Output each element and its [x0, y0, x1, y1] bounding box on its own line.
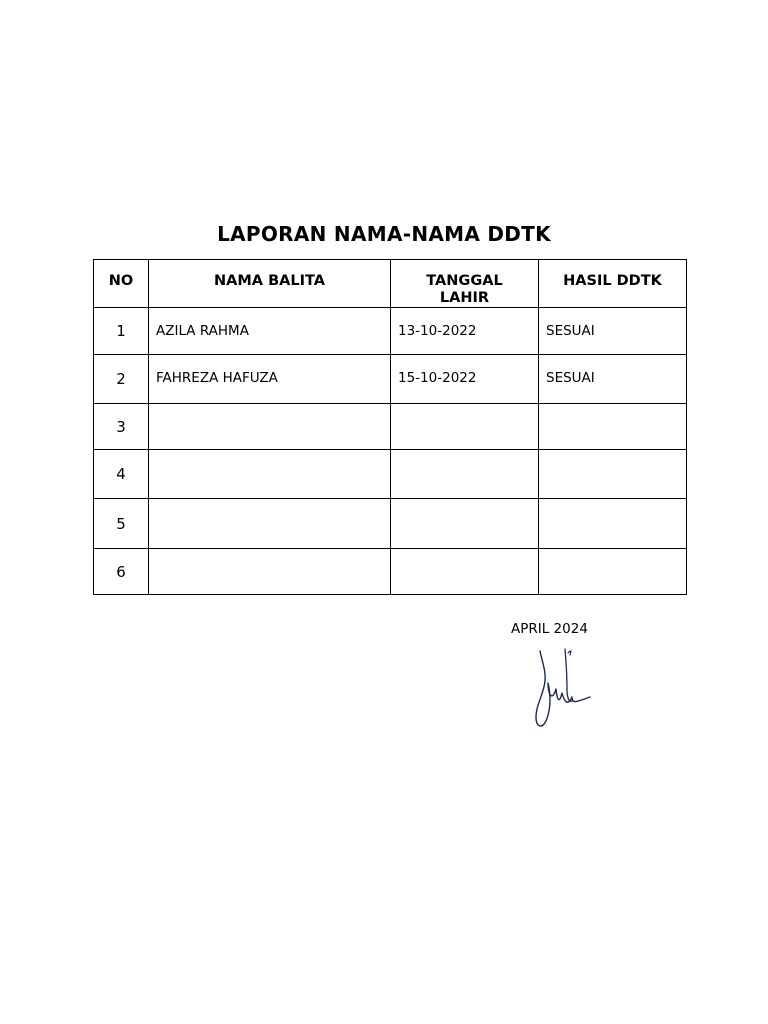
row-hasil	[539, 404, 687, 450]
row-nama	[149, 549, 391, 595]
table-row	[94, 404, 687, 450]
table-row	[94, 308, 687, 355]
row-no: 1	[94, 308, 149, 355]
table-row	[94, 355, 687, 404]
table-row	[94, 450, 687, 499]
report-table	[93, 259, 687, 595]
row-no: 2	[94, 355, 149, 404]
header-tanggal-lahir	[391, 260, 539, 308]
table-row	[94, 499, 687, 549]
row-no: 6	[94, 549, 149, 595]
row-tanggal: 13-10-2022	[391, 308, 539, 355]
row-no: 3	[94, 404, 149, 450]
handwritten-signature-icon	[528, 645, 598, 735]
row-hasil: SESUAI	[539, 355, 687, 404]
row-hasil	[539, 549, 687, 595]
date-label: APRIL 2024	[511, 621, 588, 637]
table-header-row	[94, 260, 687, 308]
row-nama	[149, 404, 391, 450]
header-tanggal-lahir-label: TANGGAL LAHIR	[426, 273, 503, 306]
row-tanggal	[391, 499, 539, 549]
row-nama	[149, 450, 391, 499]
row-hasil	[539, 450, 687, 499]
row-nama: FAHREZA HAFUZA	[149, 355, 391, 404]
row-tanggal	[391, 450, 539, 499]
row-nama	[149, 499, 391, 549]
header-no: NO	[94, 260, 149, 308]
row-no: 4	[94, 450, 149, 499]
row-no: 5	[94, 499, 149, 549]
row-hasil: SESUAI	[539, 308, 687, 355]
table-row	[94, 549, 687, 595]
row-hasil	[539, 499, 687, 549]
header-hasil-ddtk: HASIL DDTK	[539, 260, 687, 308]
header-nama-balita: NAMA BALITA	[149, 260, 391, 308]
page-title: LAPORAN NAMA-NAMA DDTK	[217, 222, 551, 246]
row-tanggal	[391, 404, 539, 450]
row-tanggal: 15-10-2022	[391, 355, 539, 404]
row-tanggal	[391, 549, 539, 595]
row-nama: AZILA RAHMA	[149, 308, 391, 355]
